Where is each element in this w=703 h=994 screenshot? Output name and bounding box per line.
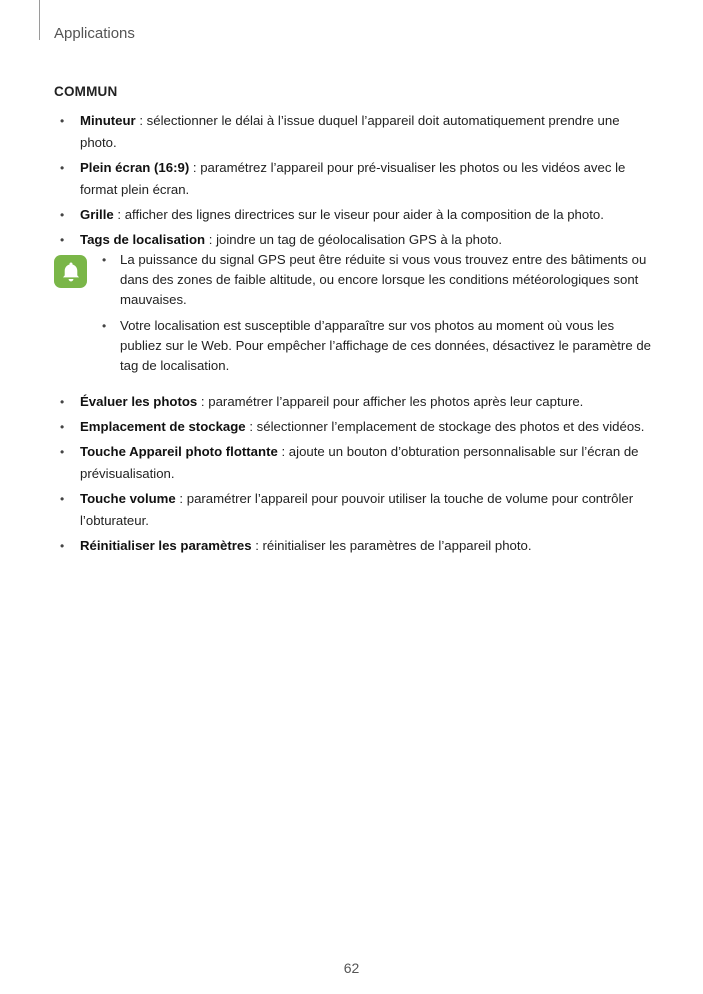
bullet-icon: • bbox=[60, 395, 65, 409]
bullet-icon: • bbox=[60, 208, 65, 222]
note-list bbox=[100, 250, 655, 382]
item-description: : ajoute un bouton d’obturation personnalisable sur l’écran de prévisualisation. bbox=[80, 444, 639, 481]
list-item-tags-localisation bbox=[54, 229, 654, 251]
note-text: Votre localisation est susceptible d’apparaître sur vos photos au moment où vous les publiez sur le Web. Pour empêcher l’affichage de ces données, désactivez le paramètre de tag de localisation. bbox=[120, 318, 651, 373]
item-term: Touche Appareil photo flottante bbox=[80, 444, 278, 459]
list-item-reinitialiser bbox=[54, 535, 654, 557]
list-item-evaluer-photos bbox=[54, 391, 654, 413]
bullet-icon: • bbox=[102, 253, 107, 267]
item-term: Emplacement de stockage bbox=[80, 419, 246, 434]
item-term: Minuteur bbox=[80, 113, 136, 128]
bullet-icon: • bbox=[60, 161, 65, 175]
bullet-icon: • bbox=[60, 233, 65, 247]
item-term: Touche volume bbox=[80, 491, 176, 506]
item-description: : afficher des lignes directrices sur le viseur pour aider à la composition de la photo. bbox=[113, 207, 604, 222]
note-text: La puissance du signal GPS peut être réduite si vous vous trouvez entre des bâtiments ou dans des zones de faible altitude, ou encore lorsque les conditions météorologiques sont mauvaises. bbox=[120, 252, 647, 307]
note-item-gps-signal bbox=[100, 250, 655, 310]
list-item-touche-flottante bbox=[54, 441, 654, 485]
bullet-icon: • bbox=[60, 445, 65, 459]
item-description: : joindre un tag de géolocalisation GPS à la photo. bbox=[205, 232, 502, 247]
bullet-icon: • bbox=[60, 114, 65, 128]
item-description: : paramétrer l’appareil pour afficher les photos après leur capture. bbox=[197, 394, 584, 409]
header-divider bbox=[39, 0, 40, 40]
item-description: : réinitialiser les paramètres de l’appareil photo. bbox=[251, 538, 532, 553]
settings-list-top bbox=[54, 110, 654, 254]
page-header: Applications bbox=[54, 25, 135, 42]
list-item-grille bbox=[54, 204, 654, 226]
item-term: Grille bbox=[80, 207, 114, 222]
item-description: : sélectionner le délai à l’issue duquel l’appareil doit automatiquement prendre une photo. bbox=[80, 113, 620, 150]
bullet-icon: • bbox=[60, 492, 65, 506]
item-description: : paramétrez l’appareil pour pré-visualiser les photos ou les vidéos avec le format plein écran. bbox=[80, 160, 626, 197]
item-term: Tags de localisation bbox=[80, 232, 206, 247]
bullet-icon: • bbox=[60, 420, 65, 434]
bell-icon-graphic bbox=[59, 260, 83, 284]
note-item-location-privacy bbox=[100, 316, 655, 376]
bullet-icon: • bbox=[102, 319, 107, 333]
item-term: Plein écran (16:9) bbox=[80, 160, 190, 175]
item-description: : paramétrer l’appareil pour pouvoir utiliser la touche de volume pour contrôler l’obturateur. bbox=[80, 491, 634, 528]
list-item-plein-ecran bbox=[54, 157, 654, 201]
item-term: Réinitialiser les paramètres bbox=[80, 538, 252, 553]
item-term: Évaluer les photos bbox=[80, 394, 198, 409]
item-description: : sélectionner l’emplacement de stockage des photos et des vidéos. bbox=[245, 419, 645, 434]
bullet-icon: • bbox=[60, 539, 65, 553]
section-title: COMMUN bbox=[54, 84, 118, 99]
list-item-emplacement-stockage bbox=[54, 416, 654, 438]
settings-list-bottom bbox=[54, 391, 654, 560]
list-item-minuteur bbox=[54, 110, 654, 154]
bell-icon bbox=[54, 255, 87, 288]
list-item-touche-volume bbox=[54, 488, 654, 532]
page-number: 62 bbox=[343, 960, 360, 976]
